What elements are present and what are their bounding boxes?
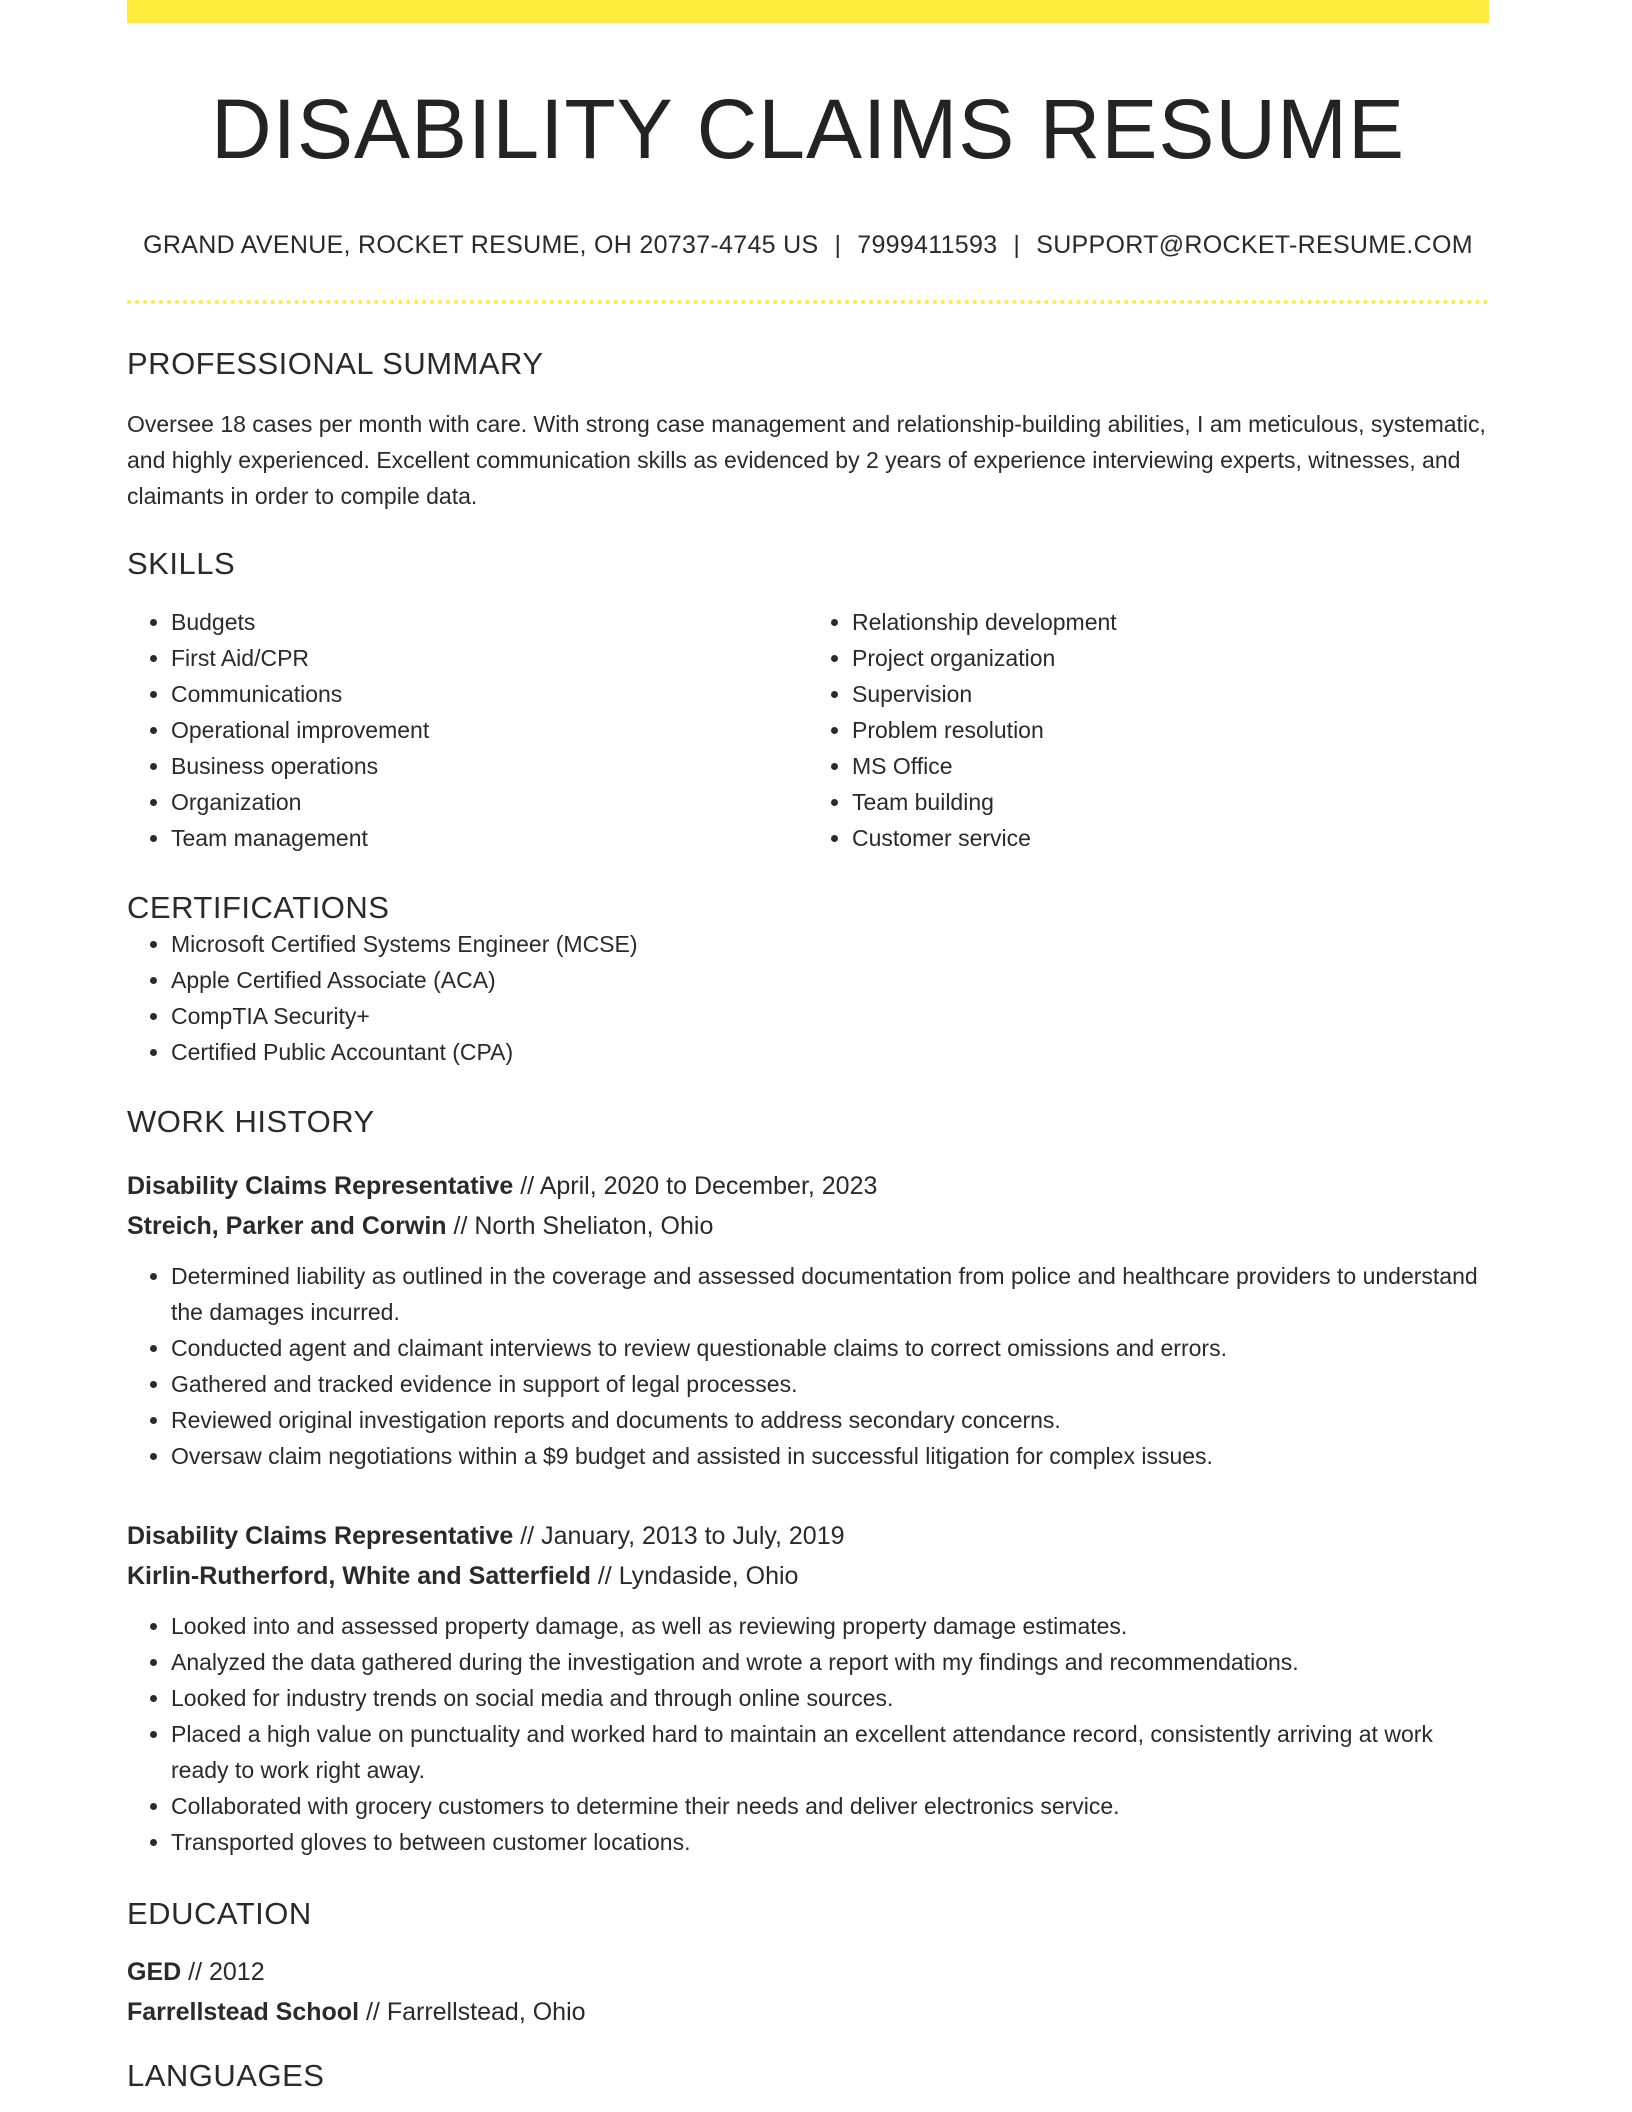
education-separator: // xyxy=(359,1998,387,2027)
job-bullet: • Determined liability as outlined in the coverage and assessed documentation from police and healthcare providers to understand the damages incurred. xyxy=(171,1258,1489,1330)
skill-item: • Relationship development xyxy=(852,604,1489,640)
contact-address: GRAND AVENUE, ROCKET RESUME, OH 20737-4745 US xyxy=(143,231,819,260)
education-school: Farrellstead School xyxy=(127,1998,360,2027)
skills-heading: SKILLS xyxy=(127,546,236,582)
skill-item: • Project organization xyxy=(852,640,1489,676)
contact-phone: 7999411593 xyxy=(857,231,998,260)
job-bullet: • Gathered and tracked evidence in support of legal processes. xyxy=(171,1366,1489,1402)
education-entry xyxy=(127,1952,1489,2032)
skill-item: • Communications xyxy=(171,676,808,712)
job-bullets xyxy=(127,1258,1489,1474)
education-school-line xyxy=(127,1992,1489,2032)
job-separator: // xyxy=(513,1522,542,1551)
skill-item: • Budgets xyxy=(171,604,808,640)
skills-right-column xyxy=(808,604,1489,856)
skill-item: • MS Office xyxy=(852,748,1489,784)
job-company: Kirlin-Rutherford, White and Satterfield xyxy=(127,1562,591,1591)
job-bullet: • Analyzed the data gathered during the investigation and wrote a report with my findings and recommendations. xyxy=(171,1644,1489,1680)
job-entry xyxy=(127,1516,1489,1860)
certifications-list xyxy=(127,926,1489,1070)
job-entry xyxy=(127,1166,1489,1474)
job-location: Lyndaside, Ohio xyxy=(618,1562,799,1591)
certification-item: • CompTIA Security+ xyxy=(171,998,1489,1034)
education-degree-line xyxy=(127,1952,1489,1992)
certification-item: • Apple Certified Associate (ACA) xyxy=(171,962,1489,998)
job-role-line xyxy=(127,1516,1489,1556)
contact-line xyxy=(127,231,1489,260)
certification-item: • Microsoft Certified Systems Engineer (MCSE) xyxy=(171,926,1489,962)
certification-item: • Certified Public Accountant (CPA) xyxy=(171,1034,1489,1070)
education-degree: GED xyxy=(127,1958,182,1987)
contact-separator: | xyxy=(834,231,842,260)
languages-heading: LANGUAGES xyxy=(127,2058,325,2094)
job-separator: // xyxy=(590,1562,619,1591)
job-company: Streich, Parker and Corwin xyxy=(127,1212,447,1241)
top-accent-bar xyxy=(127,0,1489,23)
skills-left-list xyxy=(127,604,808,856)
dotted-divider xyxy=(127,300,1489,304)
job-bullet: • Collaborated with grocery customers to determine their needs and deliver electronics service. xyxy=(171,1788,1489,1824)
job-separator: // xyxy=(513,1172,540,1201)
job-role: Disability Claims Representative xyxy=(127,1522,514,1551)
job-bullet: • Placed a high value on punctuality and worked hard to maintain an excellent attendance record, consistently arriving at work ready to work right away. xyxy=(171,1716,1489,1788)
job-role: Disability Claims Representative xyxy=(127,1172,514,1201)
skills-left-column xyxy=(127,604,808,856)
skill-item: • First Aid/CPR xyxy=(171,640,808,676)
job-company-line xyxy=(127,1556,1489,1596)
skill-item: • Supervision xyxy=(852,676,1489,712)
education-heading: EDUCATION xyxy=(127,1896,312,1932)
summary-text: Oversee 18 cases per month with care. With strong case management and relationship-building abilities, I am meticulous, systematic, and highly experienced. Excellent communication skills as evidenced by 2 years of experience interviewing experts, witnesses, and claimants in order to compile data. xyxy=(127,411,1486,510)
education-location: Farrellstead, Ohio xyxy=(386,1998,586,2027)
skills-right-list xyxy=(808,604,1489,856)
skill-item: • Business operations xyxy=(171,748,808,784)
summary-heading: PROFESSIONAL SUMMARY xyxy=(127,346,544,382)
skill-item: • Operational improvement xyxy=(171,712,808,748)
job-bullet: • Conducted agent and claimant interviews to review questionable claims to correct omissions and errors. xyxy=(171,1330,1489,1366)
skill-item: • Problem resolution xyxy=(852,712,1489,748)
job-bullet: • Transported gloves to between customer locations. xyxy=(171,1824,1489,1860)
job-dates: January, 2013 to July, 2019 xyxy=(541,1522,845,1551)
skill-item: • Team building xyxy=(852,784,1489,820)
job-bullet: • Oversaw claim negotiations within a $9 budget and assisted in successful litigation for complex issues. xyxy=(171,1438,1489,1474)
job-separator: // xyxy=(446,1212,475,1241)
job-bullet: • Looked into and assessed property damage, as well as reviewing property damage estimates. xyxy=(171,1608,1489,1644)
education-year: 2012 xyxy=(208,1958,265,1987)
job-location: North Sheliaton, Ohio xyxy=(474,1212,714,1241)
contact-separator: | xyxy=(1013,231,1021,260)
skill-item: • Team management xyxy=(171,820,808,856)
certifications-heading: CERTIFICATIONS xyxy=(127,890,390,926)
skills-columns xyxy=(127,604,1489,856)
contact-email: SUPPORT@ROCKET-RESUME.COM xyxy=(1036,231,1473,260)
job-dates: April, 2020 to December, 2023 xyxy=(539,1172,878,1201)
job-company-line xyxy=(127,1206,1489,1246)
education-separator: // xyxy=(181,1958,209,1987)
skill-item: • Organization xyxy=(171,784,808,820)
job-role-line xyxy=(127,1166,1489,1206)
work-history-heading: WORK HISTORY xyxy=(127,1104,375,1140)
job-bullet: • Reviewed original investigation reports and documents to address secondary concerns. xyxy=(171,1402,1489,1438)
resume-page xyxy=(127,0,1489,2094)
resume-title: DISABILITY CLAIMS RESUME xyxy=(210,82,1406,176)
job-bullet: • Looked for industry trends on social media and through online sources. xyxy=(171,1680,1489,1716)
job-bullets xyxy=(127,1608,1489,1860)
skill-item: • Customer service xyxy=(852,820,1489,856)
